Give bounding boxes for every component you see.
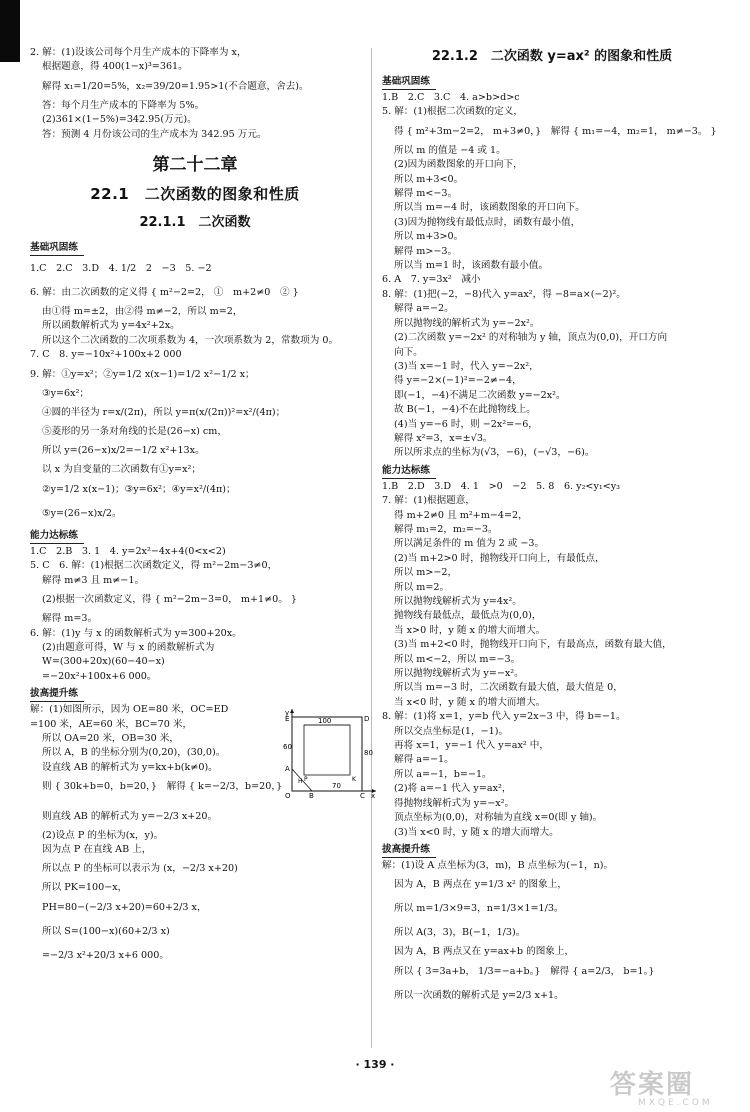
practice-heading-basic: 基础巩固练	[30, 241, 84, 256]
text-line: 5. C 6. 解：(1)根据二次函数定义，得 m²−2m−3≠0，	[30, 560, 278, 572]
figure-label: 80	[364, 749, 374, 758]
figure-label: D	[364, 715, 370, 724]
text-line: 所以 S=(100−x)(60+2/3 x)	[42, 925, 170, 937]
text-line: 所以 m+3>0。	[394, 231, 464, 243]
text-line: 顶点坐标为(0,0)，对称轴为直线 x=0(即 y 轴)。	[394, 812, 603, 824]
figure-label: C	[360, 792, 366, 800]
chapter-title: 第二十二章	[152, 155, 238, 176]
text-line: 故 B(−1，−4)不在此抛物线上。	[394, 404, 536, 416]
figure-label: B	[309, 792, 315, 800]
figure-label: 100	[318, 717, 332, 726]
text-line: 6. 解：(1)y 与 x 的函数解析式为 y=300+20x。	[30, 627, 242, 639]
text-line: 8. 解：(1)把(−2，−8)代入 y=ax²，得 −8=a×(−2)²。	[382, 288, 626, 300]
text-line: 抛物线有最低点，最低点为(0,0)，	[394, 610, 542, 622]
text-line: ③y=6x²；	[42, 387, 90, 399]
text-line: 7. 解：(1)根据题意，	[382, 495, 475, 507]
text-line: ⑤y=(26−x)x/2。	[42, 507, 122, 519]
text-line: 1.B 2.C 3.C 4. a>b>d>c	[382, 92, 520, 103]
text-line: 所以当 m=−3 时，二次函数有最大值，最大值是 0，	[394, 682, 623, 694]
figure-label: 60	[283, 743, 293, 752]
text-line: 所以 { 3=3a+b， 1/3=−a+b。} 解得 { a=2/3， b=1。}	[394, 965, 655, 977]
figure-label: O	[285, 792, 291, 800]
text-line: W=(300+20x)(60−40−x)	[42, 656, 165, 668]
text-line: 得 { m²+3m−2=2， m+3≠0，} 解得 { m₁=−4，m₂=1， m≠−3。 }	[394, 125, 717, 137]
text-line: 所以 m>−2，	[394, 567, 458, 579]
text-line: 当 x>0 时，y 随 x 的增大而增大。	[394, 624, 546, 636]
text-line: ⑤菱形的另一条对角线的长是(26−x) cm，	[42, 426, 227, 438]
text-line: 因为 A，B 两点在 y=1/3 x² 的图象上，	[394, 879, 567, 891]
text-line: 所以 y=(26−x)x/2=−1/2 x²+13x。	[42, 445, 205, 457]
text-line: (2)361×(1−5%)=342.95(万元)。	[42, 114, 197, 126]
text-line: =100 米，AE=60 米，BC=70 米，	[30, 718, 193, 730]
text-line: 解得 a=−1。	[394, 754, 454, 766]
page-number: · 139 ·	[355, 1058, 395, 1071]
page-corner-tab	[0, 0, 20, 62]
basic-practice-answers	[30, 257, 360, 526]
text-line: 所以 A(3，3)，B(−1，1/3)。	[394, 927, 526, 939]
text-line: (4)当 y=−6 时，则 −2x²=−6，	[394, 418, 538, 430]
text-line: (3)当 x<0 时，y 随 x 的增大而增大。	[394, 826, 559, 838]
text-line: 解得 m>−3。	[394, 245, 458, 257]
text-line: 所以 PK=100−x，	[42, 882, 128, 894]
text-line: PH=80−(−2/3 x+20)=60+2/3 x，	[42, 901, 207, 913]
text-line: (3)因为抛物线有最低点时，函数有最小值，	[394, 216, 581, 228]
advanced-with-figure	[30, 703, 376, 804]
text-line: 1.B 2.D 3.D 4. 1 >0 −2 5. 8 6. y₂<y₁<y₃	[382, 480, 621, 492]
text-line: 1.C 2.B 3. 1 4. y=2x²−4x+4(0<x<2)	[30, 545, 226, 557]
ability-practice-answers-right	[382, 480, 722, 840]
advanced-practice-answers-right	[382, 859, 722, 1008]
text-line: =−2/3 x²+20/3 x+6 000。	[42, 949, 169, 961]
text-line: 所以抛物线解析式为 y=−x²。	[394, 668, 524, 680]
text-line: 所以所求点的坐标为(√3，−6)，(−√3，−6)。	[394, 447, 595, 459]
figure-label: E	[285, 715, 290, 724]
text-line: (2)设点 P 的坐标为(x，y)。	[42, 829, 164, 841]
practice-heading-basic-right: 基础巩固练	[382, 75, 436, 90]
text-line: 即(−1，−4)不满足二次函数 y=−2x²。	[394, 389, 566, 401]
text-line: 解得 m<−3。	[394, 188, 458, 200]
intro-solution	[30, 46, 360, 142]
text-line: 解得 m=3。	[42, 613, 98, 625]
text-line: 所以 m+3<0。	[394, 173, 464, 185]
text-line: 所以一次函数的解析式是 y=2/3 x+1。	[394, 989, 564, 1001]
text-line: 所以函数解析式为 y=4x²+2x。	[42, 320, 180, 332]
geometry-figure	[282, 707, 378, 804]
text-line: 答：每个月生产成本的下降率为 5%。	[42, 99, 205, 111]
rectangle-diagram	[282, 707, 378, 799]
watermark-logo	[610, 1072, 740, 1108]
text-line: =−20x²+100x+6 000。	[42, 670, 157, 682]
text-line: 向下。	[394, 346, 423, 358]
text-line: 解得 x²=3，x=±√3。	[394, 432, 493, 444]
text-line: 8. 解：(1)将 x=1，y=b 代入 y=2x−3 中，得 b=−1。	[382, 711, 626, 723]
text-line: ④圆的半径为 r=x/(2π)，所以 y=π(x/(2π))²=x²/(4π)；	[42, 407, 286, 419]
practice-heading-ability: 能力达标练	[30, 529, 84, 544]
text-line: 则直线 AB 的解析式为 y=−2/3 x+20。	[42, 810, 218, 822]
text-line: 9. 解：①y=x²；②y=1/2 x(x−1)=1/2 x²−1/2 x；	[30, 368, 255, 380]
text-line: 答：预测 4 月份该公司的生产成本为 342.95 万元。	[42, 128, 267, 140]
practice-heading-ability-right: 能力达标练	[382, 464, 436, 479]
text-line: (3)当 x=−1 时，代入 y=−2x²，	[394, 360, 539, 372]
text-line: (2)因为函数图象的开口向下，	[394, 159, 523, 171]
ability-practice-answers	[30, 545, 360, 684]
text-line: 6. A 7. y=3x² 减小	[382, 274, 481, 286]
text-line: 所以当 m=−4 时，该函数图象的开口向下。	[394, 202, 585, 214]
text-line: 得 y=−2×(−1)²=−2≠−4，	[394, 375, 522, 387]
text-line: 所以 A，B 的坐标分别为(0,20)，(30,0)。	[42, 747, 226, 759]
text-line: 7. C 8. y=−10x²+100x+2 000	[30, 349, 182, 361]
text-line: 所以当 m=1 时，该函数有最小值。	[394, 260, 549, 272]
section-title: 22.1 二次函数的图象和性质	[90, 185, 300, 204]
figure-label: y	[285, 709, 290, 718]
text-line: 当 x<0 时，y 随 x 的增大而增大。	[394, 696, 546, 708]
text-line: 解得 m≠3 且 m≠−1。	[42, 574, 145, 586]
text-line: 所以 a=−1，b=−1。	[394, 768, 492, 780]
text-line: 根据题意，得 400(1−x)³=361。	[42, 61, 188, 73]
text-line: (2)由题意可得，W 与 x 的函数解析式为	[42, 641, 215, 653]
text-line: 得抛物线解析式为 y=−x²。	[394, 797, 515, 809]
text-line: 得 m+2≠0 且 m²+m−4=2，	[394, 509, 528, 521]
text-line: 所以抛物线解析式为 y=4x²。	[394, 596, 522, 607]
text-line: 所以 m=2。	[394, 581, 450, 593]
text-line: 所以点 P 的坐标可以表示为 (x，−2/3 x+20)	[42, 863, 238, 875]
figure-label: P	[304, 776, 308, 784]
text-line: 所以 m 的值是 −4 或 1。	[394, 144, 506, 156]
text-line: 因为 A，B 两点又在 y=ax+b 的图象上，	[394, 946, 575, 958]
text-line: 解得 x₁=1/20=5%，x₂=39/20=1.95>1(不合题意，舍去)。	[42, 80, 309, 92]
text-line: 解：(1)如图所示，因为 OE=80 米，OC=ED	[30, 704, 229, 716]
subsection-title-right: 22.1.2 二次函数 y=ax² 的图象和性质	[431, 49, 673, 64]
figure-label: H	[298, 778, 303, 786]
text-line: 解：(1)设 A 点坐标为(3，m)，B 点坐标为(−1，n)。	[382, 859, 614, 871]
figure-label: A	[285, 765, 291, 774]
text-line: (2)根据一次函数定义，得 { m²−2m−3=0， m+1≠0。 }	[42, 594, 297, 606]
practice-heading-advanced-right: 拔高提升练	[382, 843, 436, 858]
text-line: 6. 解：由二次函数的定义得 { m²−2=2， ① m+2≠0 ② }	[30, 287, 299, 299]
text-line: 所以 m<−2，所以 m=−3。	[394, 653, 521, 665]
advanced-answers-part1	[30, 703, 282, 799]
text-line: 因为点 P 在直线 AB 上，	[42, 843, 152, 855]
watermark-url: MXQE.COM	[638, 1098, 713, 1108]
text-line: (2)当 m+2>0 时，抛物线开口向上，有最低点，	[394, 552, 605, 564]
right-column	[382, 46, 722, 1008]
text-line: (3)当 m+2<0 时，抛物线开口向下，有最高点，函数有最大值，	[394, 639, 672, 651]
text-line: 由①得 m=±2，由②得 m≠−2，所以 m=2，	[42, 306, 243, 318]
figure-label: x	[371, 792, 376, 800]
text-line: 以 x 为自变量的二次函数有①y=x²；	[42, 464, 201, 476]
text-line: 解得 m₁=2，m₂=−3。	[394, 523, 498, 535]
text-line: 解得 a=−2。	[394, 303, 454, 315]
text-line: (2)将 a=−1 代入 y=ax²，	[394, 783, 512, 795]
practice-heading-advanced: 拔高提升练	[30, 687, 84, 702]
left-column	[30, 46, 376, 968]
text-line: 所以交点坐标是(1，−1)。	[394, 725, 509, 737]
text-line: 所以满足条件的 m 值为 2 或 −3。	[394, 538, 545, 550]
figure-label: 70	[332, 782, 342, 791]
text-line: 所以这个二次函数的二次项系数为 4，一次项系数为 2，常数项为 0。	[42, 334, 339, 346]
text-line: 5. 解：(1)根据二次函数的定义，	[382, 106, 523, 118]
text-line: 1.C 2.C 3.D 4. 1/2 2 −3 5. −2	[30, 263, 212, 275]
text-line: (2)二次函数 y=−2x² 的对称轴为 y 轴，顶点为(0,0)，开口方向	[394, 332, 668, 344]
text-line: 设直线 AB 的解析式为 y=kx+b(k≠0)。	[42, 761, 218, 773]
text-line: 再将 x=1，y=−1 代入 y=ax² 中，	[394, 740, 549, 752]
text-line: 2. 解：(1)设该公司每个月生产成本的下降率为 x，	[30, 47, 247, 58]
text-line: 所以 OA=20 米，OB=30 米，	[42, 732, 179, 744]
watermark-text: 答案圈	[610, 1070, 695, 1100]
advanced-answers-part2	[30, 805, 360, 968]
text-line: ②y=1/2 x(x−1)；③y=6x²；④y=x²/(4π)；	[42, 483, 236, 495]
basic-practice-answers-right	[382, 91, 722, 461]
text-line: 所以 m=1/3×9=3，n=1/3×1=1/3。	[394, 903, 564, 915]
column-divider	[371, 48, 372, 1048]
subsection-title: 22.1.1 二次函数	[139, 215, 251, 231]
text-line: 则 { 30k+b=0，b=20，} 解得 { k=−2/3，b=20，}	[42, 781, 283, 793]
text-line: 所以抛物线的解析式为 y=−2x²。	[394, 317, 540, 329]
figure-label: K	[352, 776, 357, 784]
